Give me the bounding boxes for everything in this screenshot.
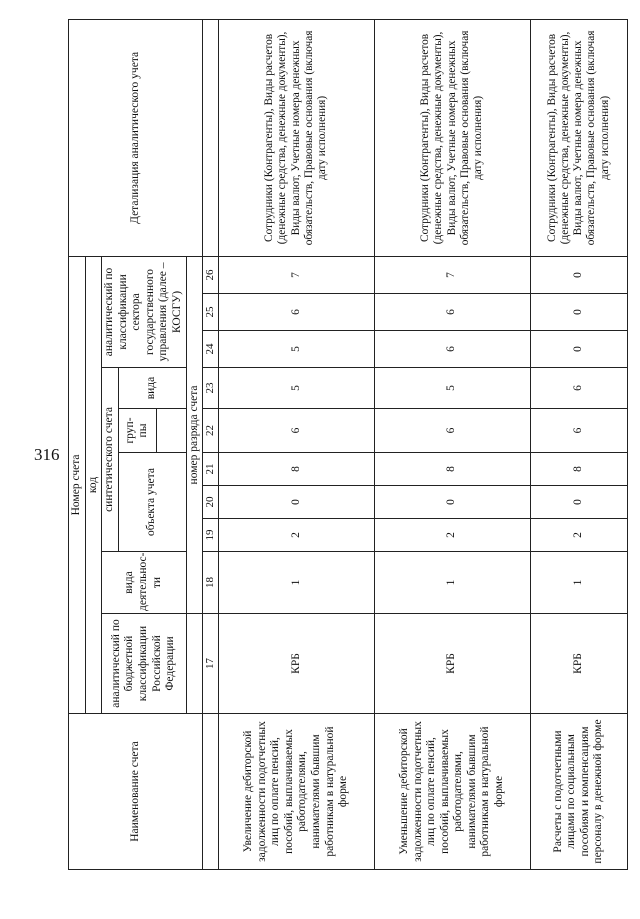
header-digit-row: номер разряда счета	[186, 256, 203, 613]
digit-number: 17	[203, 614, 219, 714]
digit-22: 6	[374, 409, 530, 453]
header-code: код	[85, 256, 102, 713]
digit-number-empty-left	[203, 714, 219, 870]
krb-code: КРБ	[219, 614, 375, 714]
accounts-table	[68, 19, 628, 870]
digit-number: 20	[203, 486, 219, 519]
digit-24: 0	[530, 331, 627, 368]
header-kind: вида	[118, 368, 186, 409]
digit-19: 2	[530, 519, 627, 552]
page-number: 316	[34, 445, 60, 464]
digit-21: 8	[530, 453, 627, 486]
digit-number: 19	[203, 519, 219, 552]
table-row	[374, 19, 530, 869]
account-name: Расчеты с подотчетными лицами по социальным пособиям и компенсациям персоналу в денежной форме	[530, 714, 627, 870]
digit-22: 6	[219, 409, 375, 453]
header-analytic-budget: аналитический по бюджетной классификации Российской Федерации	[102, 614, 186, 714]
digit-number: 18	[203, 552, 219, 614]
detail-text: Сотрудники (Контрагенты), Виды расчетов (денежные средства, денежные документы), Виды валют, Учетные номера денежных обязательств, Правовые основания (включая дату исполнения)	[374, 19, 530, 256]
digit-19: 2	[219, 519, 375, 552]
header-synthetic: синтетического счета	[102, 368, 119, 552]
header-group-spacer	[156, 409, 186, 453]
krb-code: КРБ	[530, 614, 627, 714]
digit-number: 23	[203, 368, 219, 409]
digit-19: 2	[374, 519, 530, 552]
header-analytic-kosgu: аналитический по классификации сектора государственного управления (далее – КОСГУ)	[102, 256, 186, 367]
digit-20: 0	[374, 486, 530, 519]
digit-25: 6	[374, 294, 530, 331]
digit-number: 24	[203, 331, 219, 368]
header-account-number: Номер счета	[69, 256, 86, 713]
digit-26: 0	[530, 256, 627, 293]
digit-25: 0	[530, 294, 627, 331]
digit-number: 25	[203, 294, 219, 331]
table-row	[219, 19, 375, 869]
digit-23: 6	[530, 368, 627, 409]
account-name: Увеличение дебиторской задолженности подотчетных лиц по оплате пенсий, пособий, выплачиваемых работодателями, нанимателями бывшим работникам в натуральной форме	[219, 714, 375, 870]
activity-code: 1	[219, 552, 375, 614]
account-name: Уменьшение дебиторской задолженности подотчетных лиц по оплате пенсий, пособий, выплачиваемых работодателями, нанимателями бывшим работникам в натуральной форме	[374, 714, 530, 870]
digit-25: 6	[219, 294, 375, 331]
table-row	[530, 19, 627, 869]
header-object: объекта учета	[118, 453, 186, 552]
digit-21: 8	[374, 453, 530, 486]
ledger-sheet	[68, 20, 628, 870]
digit-23: 5	[219, 368, 375, 409]
activity-code: 1	[530, 552, 627, 614]
digit-26: 7	[219, 256, 375, 293]
detail-text: Сотрудники (Контрагенты), Виды расчетов (денежные средства, денежные документы), Виды валют, Учетные номера денежных обязательств, Правовые основания (включая дату исполнения)	[530, 19, 627, 256]
digit-21: 8	[219, 453, 375, 486]
digit-20: 0	[219, 486, 375, 519]
digit-number-empty-right	[203, 19, 219, 256]
digit-number: 22	[203, 409, 219, 453]
digit-26: 7	[374, 256, 530, 293]
digit-number: 26	[203, 256, 219, 293]
detail-text: Сотрудники (Контрагенты), Виды расчетов (денежные средства, денежные документы), Виды валют, Учетные номера денежных обязательств, Правовые основания (включая дату исполнения)	[219, 19, 375, 256]
header-account-name: Наименование счета	[69, 714, 203, 870]
digit-24: 6	[374, 331, 530, 368]
header-detail: Детализация аналитического учета	[69, 19, 203, 256]
activity-code: 1	[374, 552, 530, 614]
digit-number: 21	[203, 453, 219, 486]
digit-22: 6	[530, 409, 627, 453]
krb-code: КРБ	[374, 614, 530, 714]
digit-24: 5	[219, 331, 375, 368]
header-digit-spacer	[186, 614, 203, 714]
header-group: груп-пы	[118, 409, 156, 453]
digit-20: 0	[530, 486, 627, 519]
header-activity-type: вида деятельнос-ти	[102, 552, 186, 614]
digit-23: 5	[374, 368, 530, 409]
